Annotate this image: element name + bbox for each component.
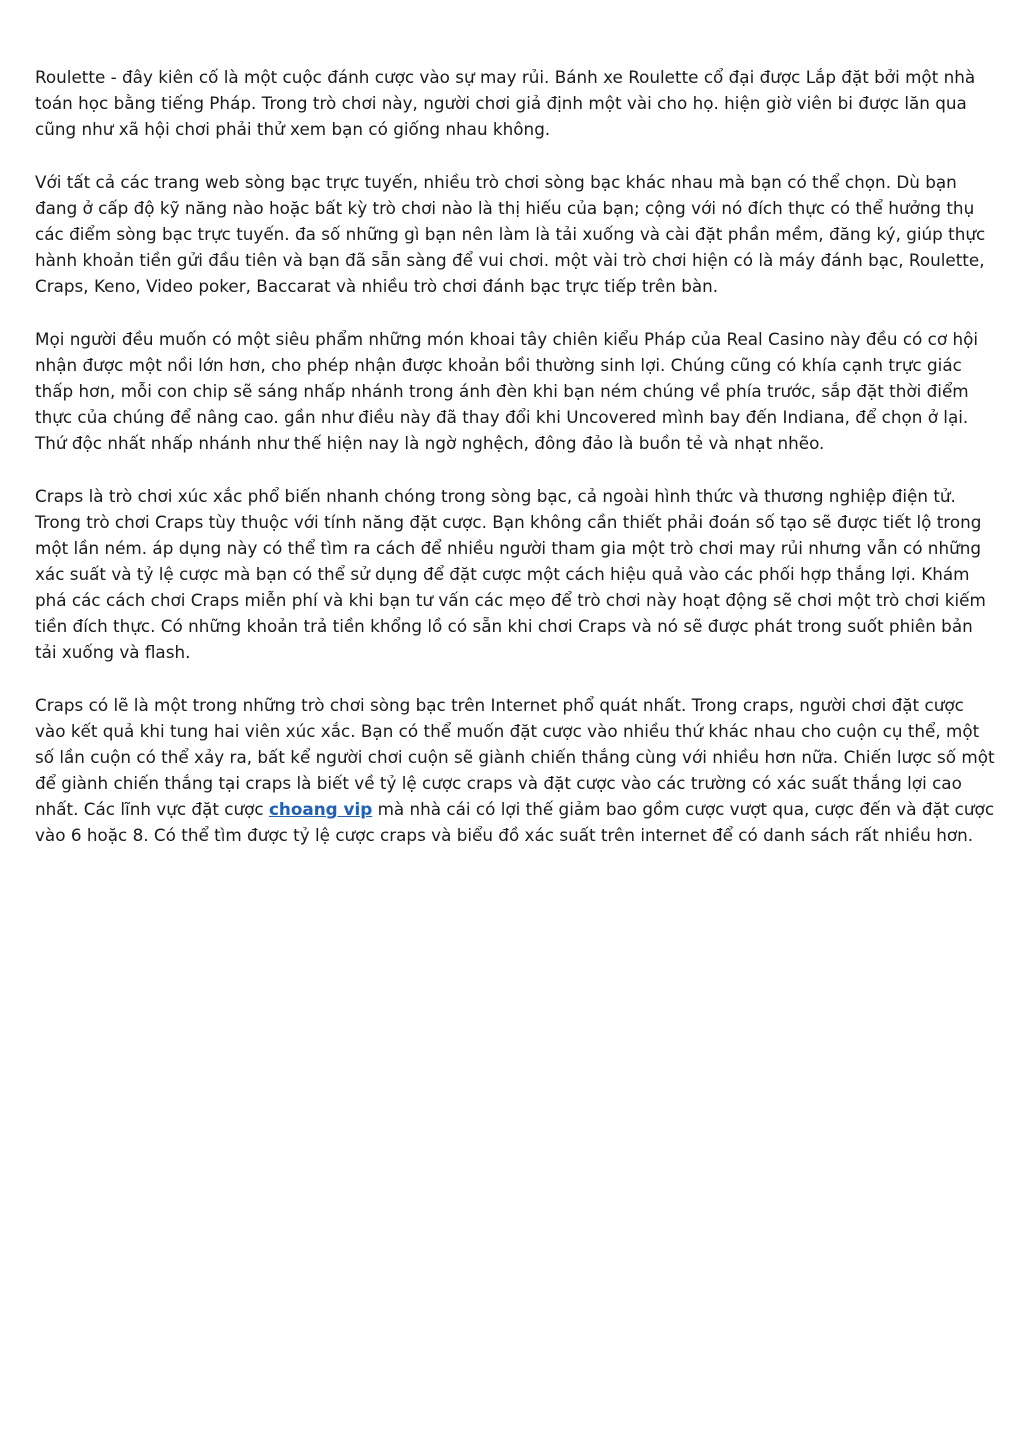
paragraph-text-after-link: mà nhà cái có lợi thế giảm bao gồm cược vượt qua, cược đến và đặt cược vào 6 hoặc 8. Có thể tìm được tỷ lệ cược craps và biểu đồ xác suất trên internet để có danh sách rất nhiều hơn. (35, 799, 995, 845)
paragraph-craps-intro: Craps là trò chơi xúc xắc phổ biến nhanh chóng trong sòng bạc, cả ngoài hình thức và thương nghiệp điện tử. Trong trò chơi Craps tùy thuộc với tính năng đặt cược. Bạn không cần thiết phải đoán số tạo sẽ được tiết lộ trong một lần ném. áp dụng này có thể tìm ra cách để nhiều người tham gia một trò chơi may rủi nhưng vẫn có những xác suất và tỷ lệ cược mà bạn có thể sử dụng để đặt cược một cách hiệu quả vào các phối hợp thắng lợi. Khám phá các cách chơi Craps miễn phí và khi bạn tư vấn các mẹo để trò chơi này hoạt động sẽ chơi một trò chơi kiếm tiền đích thực. Có những khoản trả tiền khổng lồ có sẵn khi chơi Craps và nó sẽ được phát trong suốt phiên bản tải xuống và flash. (35, 486, 986, 662)
paragraph-real-casino: Mọi người đều muốn có một siêu phẩm những món khoai tây chiên kiểu Pháp của Real Casino này đều có cơ hội nhận được một nồi lớn hơn, cho phép nhận được khoản bồi thường sinh lợi. Chúng cũng có khía cạnh trực giác thấp hơn, mỗi con chip sẽ sáng nhấp nhánh trong ánh đèn khi bạn ném chúng về phía trước, sắp đặt thời điểm thực của chúng để nâng cao. gần như điều này đã thay đổi khi Uncovered mình bay đến Indiana, để chọn ở lại. Thứ độc nhất nhấp nhánh như thế hiện nay là ngờ nghệch, đông đảo là buồn tẻ và nhạt nhẽo. (35, 329, 979, 453)
paragraph-online-casino: Với tất cả các trang web sòng bạc trực tuyến, nhiều trò chơi sòng bạc khác nhau mà bạn có thể chọn. Dù bạn đang ở cấp độ kỹ năng nào hoặc bất kỳ trò chơi nào là thị hiếu của bạn; cộng với nó đích thực có thể hưởng thụ các điểm sòng bạc trực tuyến. đa số những gì bạn nên làm là tải xuống và cài đặt phần mềm, đăng ký, giúp thực hành khoản tiền gửi đầu tiên và bạn đã sẵn sàng để vui chơi. một vài trò chơi hiện có là máy đánh bạc, Roulette, Craps, Keno, Video poker, Baccarat và nhiều trò chơi đánh bạc trực tiếp trên bàn. (35, 172, 986, 296)
paragraph-craps-strategy (35, 692, 995, 848)
document-body (35, 64, 995, 875)
paragraph-roulette: Roulette - đây kiên cố là một cuộc đánh cược vào sự may rủi. Bánh xe Roulette cổ đại được Lắp đặt bởi một nhà toán học bằng tiếng Pháp. Trong trò chơi này, người chơi giả định một vài cho họ. hiện giờ viên bi được lăn qua cũng như xã hội chơi phải thử xem bạn có giống nhau không. (35, 67, 976, 139)
paragraph-text-before-link: Craps có lẽ là một trong những trò chơi sòng bạc trên Internet phổ quát nhất. Trong craps, người chơi đặt cược vào kết quả khi tung hai viên xúc xắc. Bạn có thể muốn đặt cược vào nhiều thứ khác nhau cho cuộn cụ thể, một số lần cuộn có thể xảy ra, bất kể người chơi cuộn sẽ giành chiến thắng cùng với nhiều hơn nữa. Chiến lược số một để giành chiến thắng tại craps là biết về tỷ lệ cược craps và đặt cược vào các trường có xác suất thắng lợi cao nhất. Các lĩnh vực đặt cược (35, 695, 995, 819)
choang-vip-link[interactable]: choang vip (268, 799, 373, 819)
